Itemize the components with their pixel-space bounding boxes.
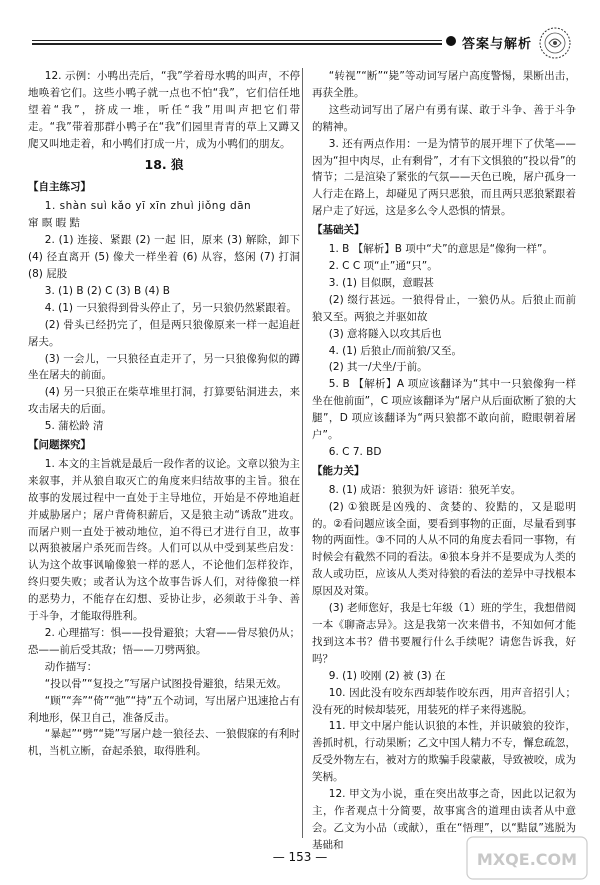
answer-item: “转视”“断”“毙”等动词写屠户高度警惕，果断出击，再获全胜。	[312, 70, 576, 99]
lesson-title: 18. 狼	[144, 156, 184, 172]
section-heading: 【能力关】	[312, 464, 365, 477]
answer-item: 3. (1) B (2) C (3) B (4) B	[44, 284, 170, 297]
answer-item: 2. 心理描写：惧——投骨避狼；大窘——骨尽狼仍从；恐——前后受其敌；悟——刀劈两狼。	[28, 627, 300, 656]
header-rule	[32, 40, 442, 41]
answer-item: 1. B 【解析】B 项中“犬”的意思是“像狗一样”。	[328, 243, 553, 256]
right-column	[312, 68, 576, 854]
answer-item: 12. 甲文为小说，重在突出故事之奇，因此以记叙为主，作者观点十分简要，故事寓含的道理由读者从中意会。乙文为小品（或献），重在“悟理”，以“黠鼠”逃脱为基础和	[312, 788, 576, 851]
page-number: — 153 —	[272, 850, 328, 864]
column-divider	[302, 68, 303, 838]
answer-item: (3) 老师您好，我是七年级（1）班的学生，我想借阅一本《聊斋志异》。这是我第一次来借书，不知如何才能找到这本书？借书要履行什么手续呢？请您告诉我，好吗？	[312, 602, 576, 665]
answer-item: “顾”“奔”“倚”“弛”“持”五个动词，写出屠户迅速抢占有利地形，保卫自己，准备反击。	[28, 694, 300, 724]
answer-item: 2. C C 项“止”通“只”。	[328, 259, 438, 272]
section-heading: 【问题探究】	[28, 439, 91, 452]
page-header	[0, 0, 600, 62]
answer-item: “投以骨”“复投之”写屠户试图投骨避狼，结果无效。	[44, 677, 288, 690]
bullet-icon	[446, 36, 456, 46]
answer-item: 这些动词写出了屠户有勇有谋、敢于斗争、善于斗争的精神。	[312, 103, 576, 133]
answer-item: (3) 意将隧入以攻其后也	[328, 327, 442, 340]
answer-item: 1. 本文的主旨就是最后一段作者的议论。文章以狼为主来叙事，并从狼自取灭亡的角度来归结故事的主旨。狼在故事的发展过程中一直处于主导地位，开始是不停地追赶并威胁屠户；屠户背倚积薪后，又是狼主动“诱敌”进攻。而屠户则一直处于被动地位，迫不得已才进行自卫，故事以两狼被屠户杀死而告终。人们可以从中受到某些启发：认为这个故事讽喻像狼一样的恶人，不论他们怎样狡诈，终归要失败；或者认为这个故事告诉人们，对待像狼一样的恶势力，不能存在幻想、妥协让步，必须敢于斗争、善于斗争，才能取得胜利。	[28, 457, 300, 623]
section-heading: 【基础关】	[312, 224, 365, 237]
answer-item: 3. (1) 目似瞑，意暇甚	[328, 276, 434, 289]
answer-item: 11. 甲文中屠户能认识狼的本性，并识破狼的狡诈，善抓时机，行动果断；乙文中国人精力不专，懈怠疏忽，反受外物左右，被对方的欺骗手段蒙蔽，导致被咬，成为笑柄。	[312, 720, 576, 784]
answer-item: “暴起”“劈”“毙”写屠户趁一狼径去、一狼假寐的有利时机，当机立断，奋起杀狼，取得胜利。	[28, 728, 300, 758]
watermark-text: MXQE.COM	[476, 850, 578, 869]
answer-item: 12. 示例：小鸭出壳后，“我”学着母水鸭的叫声，不停地唤着它们。这些小鸭子就一点也不怕“我”，它们信任地望着“我”，挤成一堆，听任“我”用叫声把它们带走。“我”带着那群小鸭子在“我”们园里青青的草上又蹲又爬又叫地走着，和小鸭们打成一片，成为小鸭们的朋友。	[28, 70, 300, 150]
answer-item: 动作描写：	[44, 660, 98, 673]
answer-item: (3) 一会儿，一只狼径直走开了，另一只狼像狗似的蹲坐在屠夫的前面。	[28, 352, 300, 382]
answer-item: 8. (1) 成语：狼狈为奸 谚语：狼死羊安。	[328, 483, 522, 496]
answer-item: (4) 另一只狼正在柴草堆里打洞，打算要钻洞进去，来攻击屠夫的后面。	[28, 386, 300, 416]
watermark-logo	[466, 836, 588, 880]
left-column	[28, 68, 300, 760]
answer-item: 4. (1) 后狼止/而前狼/又至。	[328, 344, 462, 357]
answer-item: (2) 缀行甚远。一狼得骨止，一狼仍从。后狼止而前狼又至。两狼之并驱如故	[312, 293, 576, 323]
answer-item: 10. 因此没有咬东西却装作咬东西，用声音招引人；没有死的时候却装死，用装死的样子来得逃脱。	[312, 686, 576, 716]
decorative-emblem-icon	[538, 26, 572, 60]
answer-item: 窜 瞑 暇 黠	[28, 217, 81, 230]
header-rule-thick	[32, 43, 442, 45]
answer-item: 3. 还有两点作用：一是为情节的展开埋下了伏笔——因为“担中肉尽，止有剩骨”，才有下文惧狼的“投以骨”的情节；二是渲染了紧张的气氛——天色已晚，屠户孤身一人行走在路上，却碰见了两只恶狼，而且两只恶狼紧跟着屠户走了好远，这是多么令人恐惧的情景。	[312, 137, 576, 218]
answer-item: (2) 其一/犬坐/于前。	[328, 361, 428, 374]
answer-item: 4. (1) 一只狼得到骨头停止了，另一只狼仍然紧跟着。	[44, 301, 297, 314]
answer-item: (2) 骨头已经扔完了，但是两只狼像原来一样一起追赶屠夫。	[28, 318, 300, 348]
header-title: 答案与解析	[462, 37, 533, 52]
answer-item: 5. 蒲松龄 清	[44, 420, 104, 433]
answer-item: 9. (1) 咬刚 (2) 被 (3) 在	[328, 669, 446, 682]
answer-item: 1. shàn suì kǎo yī xīn zhuì jiǒng dān	[44, 200, 252, 213]
answer-item: 2. (1) 连接、紧跟 (2) 一起 旧，原来 (3) 解除，卸下 (4) 径直离开 (5) 像犬一样坐着 (6) 从容，悠闲 (7) 打洞 (8) 屁股	[28, 234, 300, 280]
answer-item: (2) ①狼既是凶残的、贪婪的、狡黠的，又是聪明的。②看问题应该全面，要看到事物的正面，尽量看到事物的两面性。③不同的人从不同的角度去看同一事物，有时候会有截然不同的看法。④狼本身并不是要成为人类的敌人或功臣，应该从人类对待狼的看法的差异中寻找根本原因及对策。	[312, 500, 576, 598]
answer-item: 5. B 【解析】A 项应该翻译为“其中一只狼像狗一样坐在他前面”，C 项应该翻译为“屠户从后面砍断了狼的大腿”，D 项应该翻译为“两只狼都不敢向前，瞪眼朝着屠户”。	[312, 378, 576, 442]
section-heading: 【自主练习】	[28, 181, 91, 194]
answer-item: 6. C 7. BD	[328, 445, 382, 458]
